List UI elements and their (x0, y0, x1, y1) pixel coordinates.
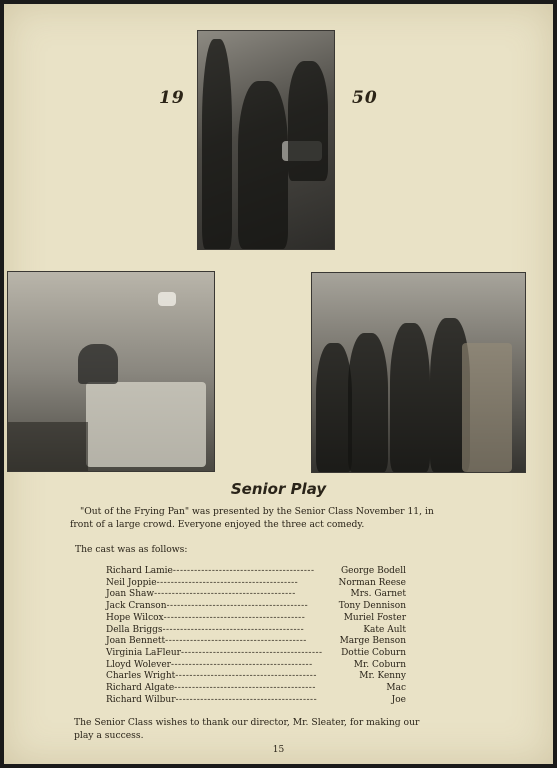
intro-line-2: front of a large crowd. Everyone enjoyed the three act comedy. (70, 518, 365, 530)
cast-actor: Richard Algate (106, 683, 175, 694)
intro-paragraph (70, 506, 500, 531)
cast-leader-dashes: ---------------------------------------- (163, 612, 306, 623)
cast-actor: Virginia LaFleur (106, 647, 181, 658)
cast-row (106, 613, 406, 625)
cast-actor: Neil Joppie (106, 577, 157, 588)
cast-role: Marge Benson (339, 636, 406, 647)
cast-role: Mac (386, 683, 406, 694)
cast-role: Mr. Kenny (359, 671, 406, 682)
cast-leader-dashes: ---------------------------------------- (175, 671, 317, 682)
cast-row (106, 578, 406, 590)
cast-leader-dashes: ---------------------------------------- (166, 601, 309, 612)
cast-actor: Charles Wright (106, 671, 176, 682)
cast-leader-dashes: ---------------------------------------- (156, 577, 299, 588)
cast-leader-dashes: ---------------------------------------- (174, 683, 316, 694)
cast-row (106, 566, 406, 578)
cast-role: Muriel Foster (343, 612, 406, 623)
cast-role: Tony Dennison (338, 601, 406, 612)
yearbook-page (4, 4, 553, 764)
cast-role: Joe (391, 694, 406, 705)
thanks-line-2: play a success. (74, 729, 144, 741)
cast-row (106, 589, 406, 601)
cast-role: Dottie Coburn (341, 647, 406, 658)
cast-leader-dashes: ---------------------------------------- (175, 694, 318, 705)
cast-intro: The cast was as follows: (75, 544, 188, 555)
section-title: Senior Play (230, 480, 327, 498)
year-right: 50 (352, 88, 378, 108)
cast-leader-dashes: ---------------------------------------- (154, 589, 296, 600)
cast-row (106, 648, 406, 660)
cast-row (106, 636, 406, 648)
cast-leader-dashes: ---------------------------------------- (170, 659, 313, 670)
cast-list (106, 566, 406, 706)
cast-actor: Richard Wilbur (106, 694, 176, 705)
cast-role: George Bodell (340, 566, 406, 576)
cast-leader-dashes: ---------------------------------------- (172, 566, 315, 576)
cast-actor: Joan Shaw (106, 589, 155, 600)
cast-actor: Jack Cranson (106, 601, 167, 612)
cast-row (106, 695, 406, 707)
cast-row (106, 671, 406, 683)
cast-role: Norman Reese (338, 577, 406, 588)
cast-row (106, 601, 406, 613)
intro-line-1: "Out of the Frying Pan" was presented by the Senior Class November 11, in (80, 506, 434, 517)
cast-actor: Joan Bennett (106, 636, 166, 647)
cast-actor: Lloyd Wolever (106, 659, 171, 670)
cast-leader-dashes: ---------------------------------------- (180, 647, 323, 658)
page-number: 15 (272, 745, 285, 755)
cast-leader-dashes: ---------------------------------------- (165, 636, 307, 647)
cast-actor: Richard Lamie (106, 566, 173, 576)
photo-stage-set (7, 271, 215, 472)
cast-row (106, 625, 406, 637)
year-left: 19 (159, 88, 185, 108)
cast-role: Kate Ault (363, 624, 406, 635)
cast-role: Mr. Coburn (353, 659, 406, 670)
cast-leader-dashes: ---------------------------------------- (162, 624, 305, 635)
cast-row (106, 660, 406, 672)
cast-row (106, 683, 406, 695)
photo-cast-group (311, 272, 526, 473)
thanks-paragraph (74, 717, 504, 742)
cast-role: Mrs. Garnet (350, 589, 406, 600)
cast-actor: Della Briggs (106, 624, 163, 635)
cast-actor: Hope Wilcox (106, 612, 164, 623)
photo-cast-backstage (197, 30, 335, 250)
thanks-line-1: The Senior Class wishes to thank our director, Mr. Sleater, for making our (74, 717, 420, 728)
